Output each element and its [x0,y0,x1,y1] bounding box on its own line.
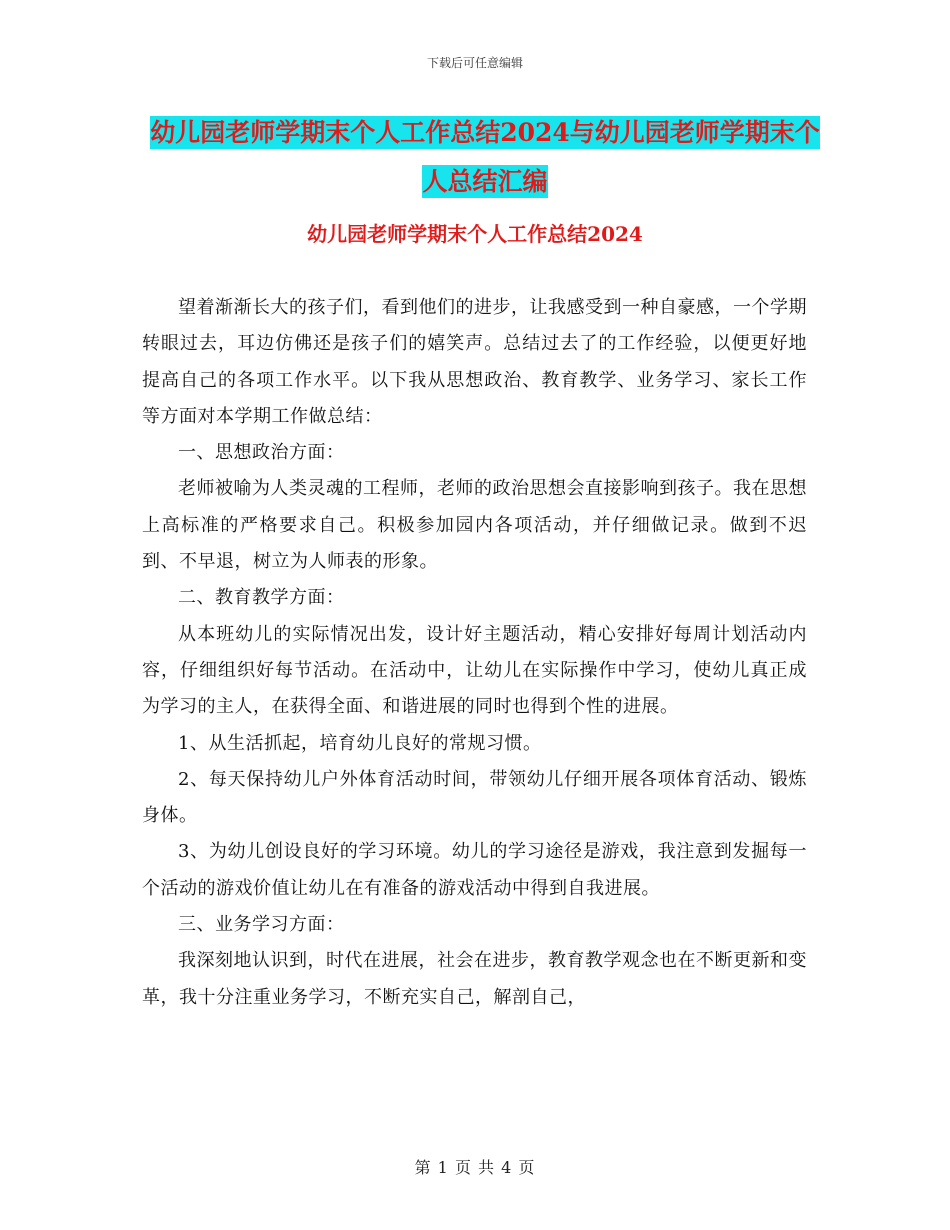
paragraph: 我深刻地认识到，时代在进展，社会在进步，教育教学观念也在不断更新和变革，我十分注重业务学习，不断充实自己，解剖自己， [142,950,807,1008]
page-footer: 第 1 页 共 4 页 [414,1158,536,1177]
paragraph: 从本班幼儿的实际情况出发，设计好主题活动，精心安排好每周计划活动内容，仔细组织好每节活动。在活动中，让幼儿在实际操作中学习，使幼儿真正成为学习的主人，在获得全面、和谐进展的同时也得到个性的进展。 [142,623,807,718]
header-note: 下载后可任意编辑 [426,56,523,70]
section-heading: 一、思想政治方面： [178,442,345,464]
section-heading: 二、教育教学方面： [178,587,345,609]
list-item: 2、每天保持幼儿户外体育活动时间，带领幼儿仔细开展各项体育活动、锻炼身体。 [142,768,807,827]
list-item: 1、从生活抓起，培育幼儿良好的常规习惯。 [178,732,542,754]
document-title-text: 幼儿园老师学期末个人工作总结2024与幼儿园老师学期末个人总结汇编 [150,118,820,196]
list-item: 3、为幼儿创设良好的学习环境。幼儿的学习途径是游戏，我注意到发掘每一个活动的游戏价值让幼儿在有准备的游戏活动中得到自我进展。 [142,841,807,899]
paragraph: 望着渐渐长大的孩子们，看到他们的进步，让我感受到一种自豪感，一个学期转眼过去，耳边仿佛还是孩子们的嬉笑声。总结过去了的工作经验，以便更好地提高自己的各项工作水平。以下我从思想政治、教育教学、业务学习、家长工作等方面对本学期工作做总结： [142,297,807,427]
document-body [142,290,807,1016]
paragraph: 老师被喻为人类灵魂的工程师，老师的政治思想会直接影响到孩子。我在思想上高标准的严格要求自己。积极参加园内各项活动，并仔细做记录。做到不迟到、不早退，树立为人师表的形象。 [142,478,807,573]
document-title [140,108,830,206]
document-subtitle: 幼儿园老师学期末个人工作总结2024 [307,222,643,246]
section-heading: 三、业务学习方面： [178,914,345,936]
